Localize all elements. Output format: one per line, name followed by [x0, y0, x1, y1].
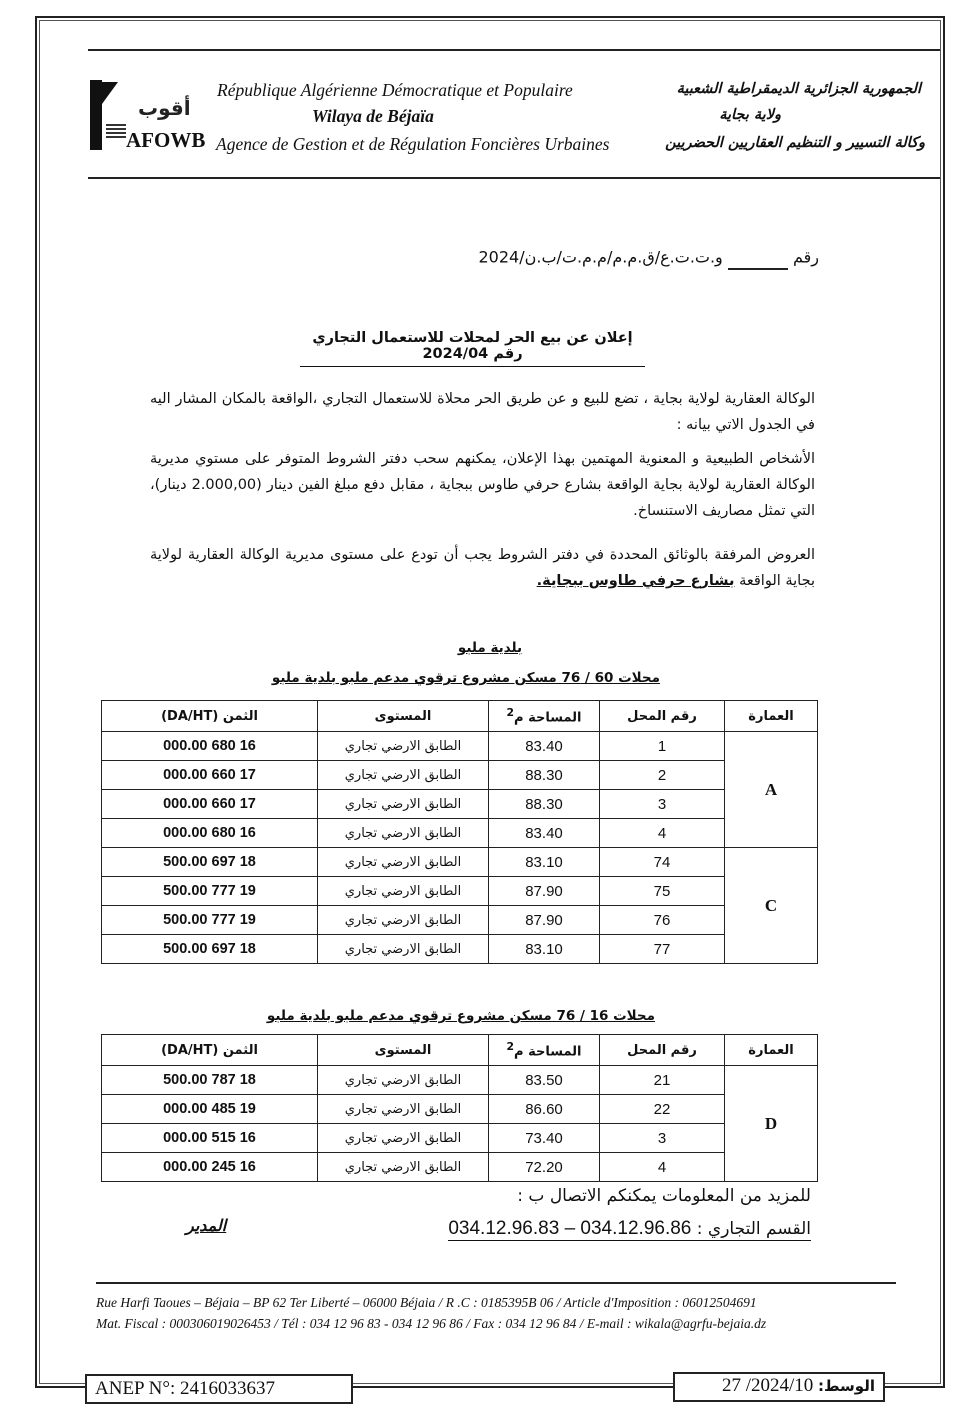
unit-number: 75: [600, 877, 725, 906]
publication-date-box: [673, 1372, 885, 1402]
table-row: [102, 761, 818, 790]
municipality-label: بلدية ملبو: [457, 640, 523, 656]
building-c: C: [725, 848, 818, 964]
announcement-paragraph-2: الأشخاص الطبيعية و المعنوية المهتمين بهذا الإعلان، يمكنهم سحب دفتر الشروط المتوفر على مستوي مديرية الوكالة العقارية لولاية بجاية الواقعة بشارع حرفي طاوس ببجاية ، مقابل دفع مبلغ الفين دينار (2.000,00 دينار)، التي تمثل مصاريف الاستنساخ.: [150, 451, 815, 519]
unit-price: 16 680 000.00: [102, 819, 318, 848]
fr-wilaya: Wilaya de Béjaïa: [312, 106, 434, 126]
unit-area: 87.90: [489, 906, 600, 935]
unit-number: 3: [600, 1124, 725, 1153]
table-row: [102, 732, 818, 761]
ar-republic: الجمهورية الجزائرية الديمقراطية الشعبية: [676, 81, 921, 97]
building-d: D: [725, 1066, 818, 1182]
ar-agency: وكالة التسيير و التنظيم العقاريين الحضريين: [665, 135, 925, 151]
unit-number: 22: [600, 1095, 725, 1124]
unit-area: 83.50: [489, 1066, 600, 1095]
reference-handwritten-number: [728, 246, 788, 270]
unit-level: الطابق الارضي تجاري: [318, 877, 489, 906]
unit-level: الطابق الارضي تجاري: [318, 1095, 489, 1124]
unit-level: الطابق الارضي تجاري: [318, 761, 489, 790]
logo-latin-text: AFOWB: [126, 128, 206, 152]
unit-price: 16 515 000.00: [102, 1124, 318, 1153]
director-signature: المدير: [186, 1216, 227, 1235]
unit-area: 87.90: [489, 877, 600, 906]
unit-area: 83.10: [489, 935, 600, 964]
unit-area: 73.40: [489, 1124, 600, 1153]
fr-republic: République Algérienne Démocratique et Populaire: [217, 80, 573, 100]
footer-address: Rue Harfi Taoues – Béjaia – BP 62 Ter Liberté – 06000 Béjaia / R .C : 0185395B 06 / Article d'Imposition : 06012504691: [96, 1295, 757, 1310]
header-area: [489, 1035, 600, 1066]
logo-flag-shape: [102, 82, 118, 104]
table-row: [102, 819, 818, 848]
announcement-paragraph-3: [150, 542, 815, 594]
unit-level: الطابق الارضي تجاري: [318, 848, 489, 877]
table-row: [102, 848, 818, 877]
table-1: [101, 700, 818, 964]
header-unit: رقم المحل: [600, 1035, 725, 1066]
contact-phones: 034.12.96.86 – 034.12.96.83: [448, 1218, 692, 1239]
table-row: [102, 1066, 818, 1095]
unit-area: 88.30: [489, 761, 600, 790]
unit-area: 86.60: [489, 1095, 600, 1124]
table-row: [102, 790, 818, 819]
publication-date: 2024/10/ 27: [721, 1375, 814, 1396]
unit-level: الطابق الارضي تجاري: [318, 732, 489, 761]
table-row: [102, 906, 818, 935]
unit-number: 3: [600, 790, 725, 819]
unit-number: 4: [600, 819, 725, 848]
unit-area: 83.40: [489, 732, 600, 761]
table-row: [102, 1095, 818, 1124]
unit-price: 17 660 000.00: [102, 761, 318, 790]
unit-number: 76: [600, 906, 725, 935]
unit-price: 18 697 500.00: [102, 848, 318, 877]
newspaper-label: الوسط:: [818, 1377, 875, 1395]
contact-phones-line: [448, 1218, 811, 1241]
header-building: العمارة: [725, 1035, 818, 1066]
announcement-paragraph-1: الوكالة العقارية لولاية بجاية ، تضع للبيع و عن طريق الحر محلاة للاستعمال التجاري ،الواقعة بالمكان المشار اليه في الجدول الاتي بيانه :: [150, 391, 815, 433]
unit-price: 19 777 500.00: [102, 906, 318, 935]
logo-stripes-shape: [106, 122, 126, 138]
header-area-sup: 2: [506, 706, 515, 720]
header-unit: رقم المحل: [600, 701, 725, 732]
unit-number: 21: [600, 1066, 725, 1095]
unit-area: 88.30: [489, 790, 600, 819]
unit-number: 4: [600, 1153, 725, 1182]
table-row: [102, 1124, 818, 1153]
unit-area: 83.40: [489, 819, 600, 848]
unit-price: 16 680 000.00: [102, 732, 318, 761]
unit-level: الطابق الارضي تجاري: [318, 906, 489, 935]
fr-agency: Agence de Gestion et de Régulation Foncières Urbaines: [216, 134, 610, 154]
ar-wilaya: ولاية بجاية: [719, 107, 781, 123]
logo-arabic-text: أقوب: [138, 96, 191, 120]
table-row: [102, 1153, 818, 1182]
table-1-caption: محلات 60 / 76 مسكن مشروع ترقوي مدعم ملبو بلدية ملبو: [271, 670, 660, 686]
paragraph-3-text: العروض المرفقة بالوثائق المحددة في دفتر الشروط يجب أن تودع على مستوى مديرية الوكالة العقارية لولاية بجاية الواقعة: [150, 547, 815, 589]
header-area: [489, 701, 600, 732]
contact-dept: القسم التجاري :: [696, 1219, 811, 1239]
building-a: A: [725, 732, 818, 848]
header-bottom-rule: [88, 177, 940, 179]
unit-number: 77: [600, 935, 725, 964]
reference-label: رقم: [792, 247, 819, 267]
unit-price: 17 660 000.00: [102, 790, 318, 819]
footer-contacts: Mat. Fiscal : 000306019026453 / Tél : 034 12 96 83 - 034 12 96 86 / Fax : 034 12 96 84 / E-mail : wikala@agrfu-bejaia.dz: [96, 1316, 767, 1331]
unit-price: 19 777 500.00: [102, 877, 318, 906]
table-2: [101, 1034, 818, 1182]
table-row: [102, 935, 818, 964]
paragraph-3-address: بشارع حرفي طاوس ببجاية.: [536, 573, 735, 589]
unit-area: 83.10: [489, 848, 600, 877]
unit-price: 18 787 500.00: [102, 1066, 318, 1095]
unit-level: الطابق الارضي تجاري: [318, 935, 489, 964]
header-area-sup: 2: [506, 1040, 515, 1054]
table-2-caption: محلات 16 / 76 مسكن مشروع ترقوي مدعم ملبو بلدية ملبو: [266, 1008, 655, 1024]
announcement-title: إعلان عن بيع الحر لمحلات للاستعمال التجاري رقم 2024/04: [300, 330, 645, 367]
unit-number: 2: [600, 761, 725, 790]
logo-bar-shape: [90, 80, 102, 150]
unit-area: 72.20: [489, 1153, 600, 1182]
table-2-header-row: [102, 1035, 818, 1066]
reference-number: [479, 246, 820, 270]
unit-number: 74: [600, 848, 725, 877]
header-price: الثمن (DA/HT): [102, 701, 318, 732]
header-area-text: المساحة م: [514, 710, 582, 726]
anep-number-box: ANEP N°: 2416033637: [85, 1374, 353, 1404]
header-level: المستوى: [318, 701, 489, 732]
afowb-logo: [88, 72, 210, 154]
unit-level: الطابق الارضي تجاري: [318, 819, 489, 848]
table-1-header-row: [102, 701, 818, 732]
unit-price: 19 485 000.00: [102, 1095, 318, 1124]
unit-price: 18 697 500.00: [102, 935, 318, 964]
unit-level: الطابق الارضي تجاري: [318, 790, 489, 819]
table-row: [102, 877, 818, 906]
reference-code: و.ت.ت.ع/ق.م.م/م.م.ت/ب.ن/2024: [478, 247, 723, 267]
header-top-rule: [88, 49, 940, 51]
header-building: العمارة: [725, 701, 818, 732]
unit-price: 16 245 000.00: [102, 1153, 318, 1182]
header-price: الثمن (DA/HT): [102, 1035, 318, 1066]
footer-rule: [96, 1282, 896, 1284]
unit-level: الطابق الارضي تجاري: [318, 1066, 489, 1095]
header-level: المستوى: [318, 1035, 489, 1066]
unit-level: الطابق الارضي تجاري: [318, 1124, 489, 1153]
header-area-text: المساحة م: [514, 1044, 582, 1060]
unit-number: 1: [600, 732, 725, 761]
contact-intro: للمزيد من المعلومات يمكنكم الاتصال ب :: [517, 1186, 811, 1206]
unit-level: الطابق الارضي تجاري: [318, 1153, 489, 1182]
